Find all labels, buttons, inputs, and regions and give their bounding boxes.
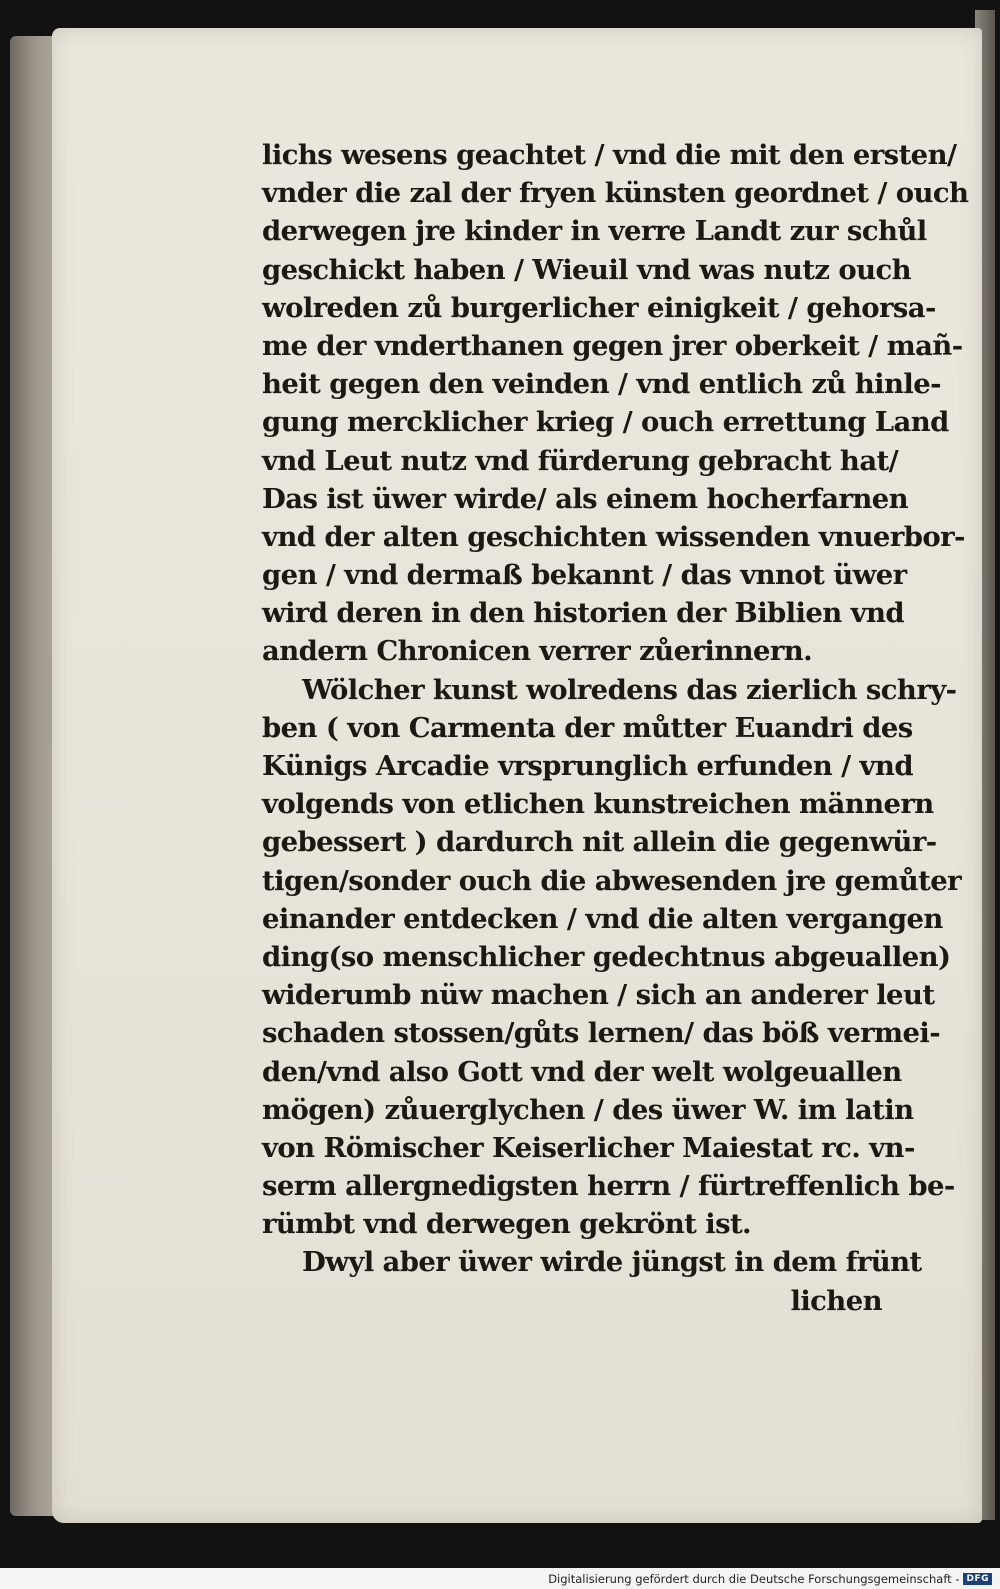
dfg-logo: DFG [963,1573,992,1585]
text-line: wird deren in den historien der Biblien vnd [262,597,905,630]
text-line: andern Chronicen verrer zůerinnern. [262,635,813,668]
page-text [262,136,969,1320]
text-line: ben ( von Carmenta der můtter Euandri des [262,711,913,744]
text-line: heit gegen den veinden / vnd entlich zů hinle- [262,368,941,401]
text-line: einander entdecken / vnd die alten vergangen [262,902,943,935]
text-line: rümbt vnd derwegen gekrönt ist. [262,1208,752,1241]
text-line: schaden stossen/gůts lernen/ das böß vermei- [262,1017,941,1050]
text-line: den/vnd also Gott vnd der welt wolgeuallen [262,1055,902,1088]
text-line: me der vnderthanen gegen jrer oberkeit / mañ- [262,329,963,362]
text-line: serm allergnedigsten herrn / fürtreffenlich be- [262,1170,955,1203]
text-line: volgends von etlichen kunstreichen männern [262,788,934,821]
book-page [52,28,982,1523]
text-line: gen / vnd dermaß bekannt / das vnnot üwer [262,559,907,592]
text-line: Wölcher kunst wolredens das zierlich schry- [302,673,957,706]
text-line: gebessert ) dardurch nit allein die gegenwür- [262,826,937,859]
text-line: wolreden zů burgerlicher einigkeit / gehorsa- [262,291,936,324]
footer-credit: Digitalisierung gefördert durch die Deutsche Forschungsgemeinschaft - [548,1571,960,1586]
text-line: Künigs Arcadie vrsprunglich erfunden / vnd [262,750,913,782]
catchword: lichen [790,1284,882,1317]
text-line: von Römischer Keiserlicher Maiestat rc. vn- [262,1131,915,1164]
footer-bar [0,1568,1000,1589]
text-line: Das ist üwer wirde/ als einem hocherfarnen [262,482,909,515]
text-line: ding(so menschlicher gedechtnus abgeuallen) [262,940,951,973]
text-line: widerumb nüw machen / sich an anderer leut [262,979,935,1012]
text-line: geschickt haben / Wieuil vnd was nutz ouch [262,253,912,286]
text-line: derwegen jre kinder in verre Landt zur schůl [262,215,927,248]
text-line: Dwyl aber üwer wirde jüngst in dem frünt [302,1246,922,1279]
text-line: tigen/sonder ouch die abwesenden jre gemůter [262,864,962,897]
text-line: vnd Leut nutz vnd fürderung gebracht hat/ [262,444,899,477]
text-line: vnder die zal der fryen künsten geordnet / ouch [262,177,969,210]
text-line: vnd der alten geschichten wissenden vnuerbor- [262,520,965,553]
text-line: mögen) zůuerglychen / des üwer W. im latin [262,1093,914,1126]
text-line: lichs wesens geachtet / vnd die mit den ersten/ [262,139,957,171]
text-line: gung mercklicher krieg / ouch errettung Land [262,406,949,439]
